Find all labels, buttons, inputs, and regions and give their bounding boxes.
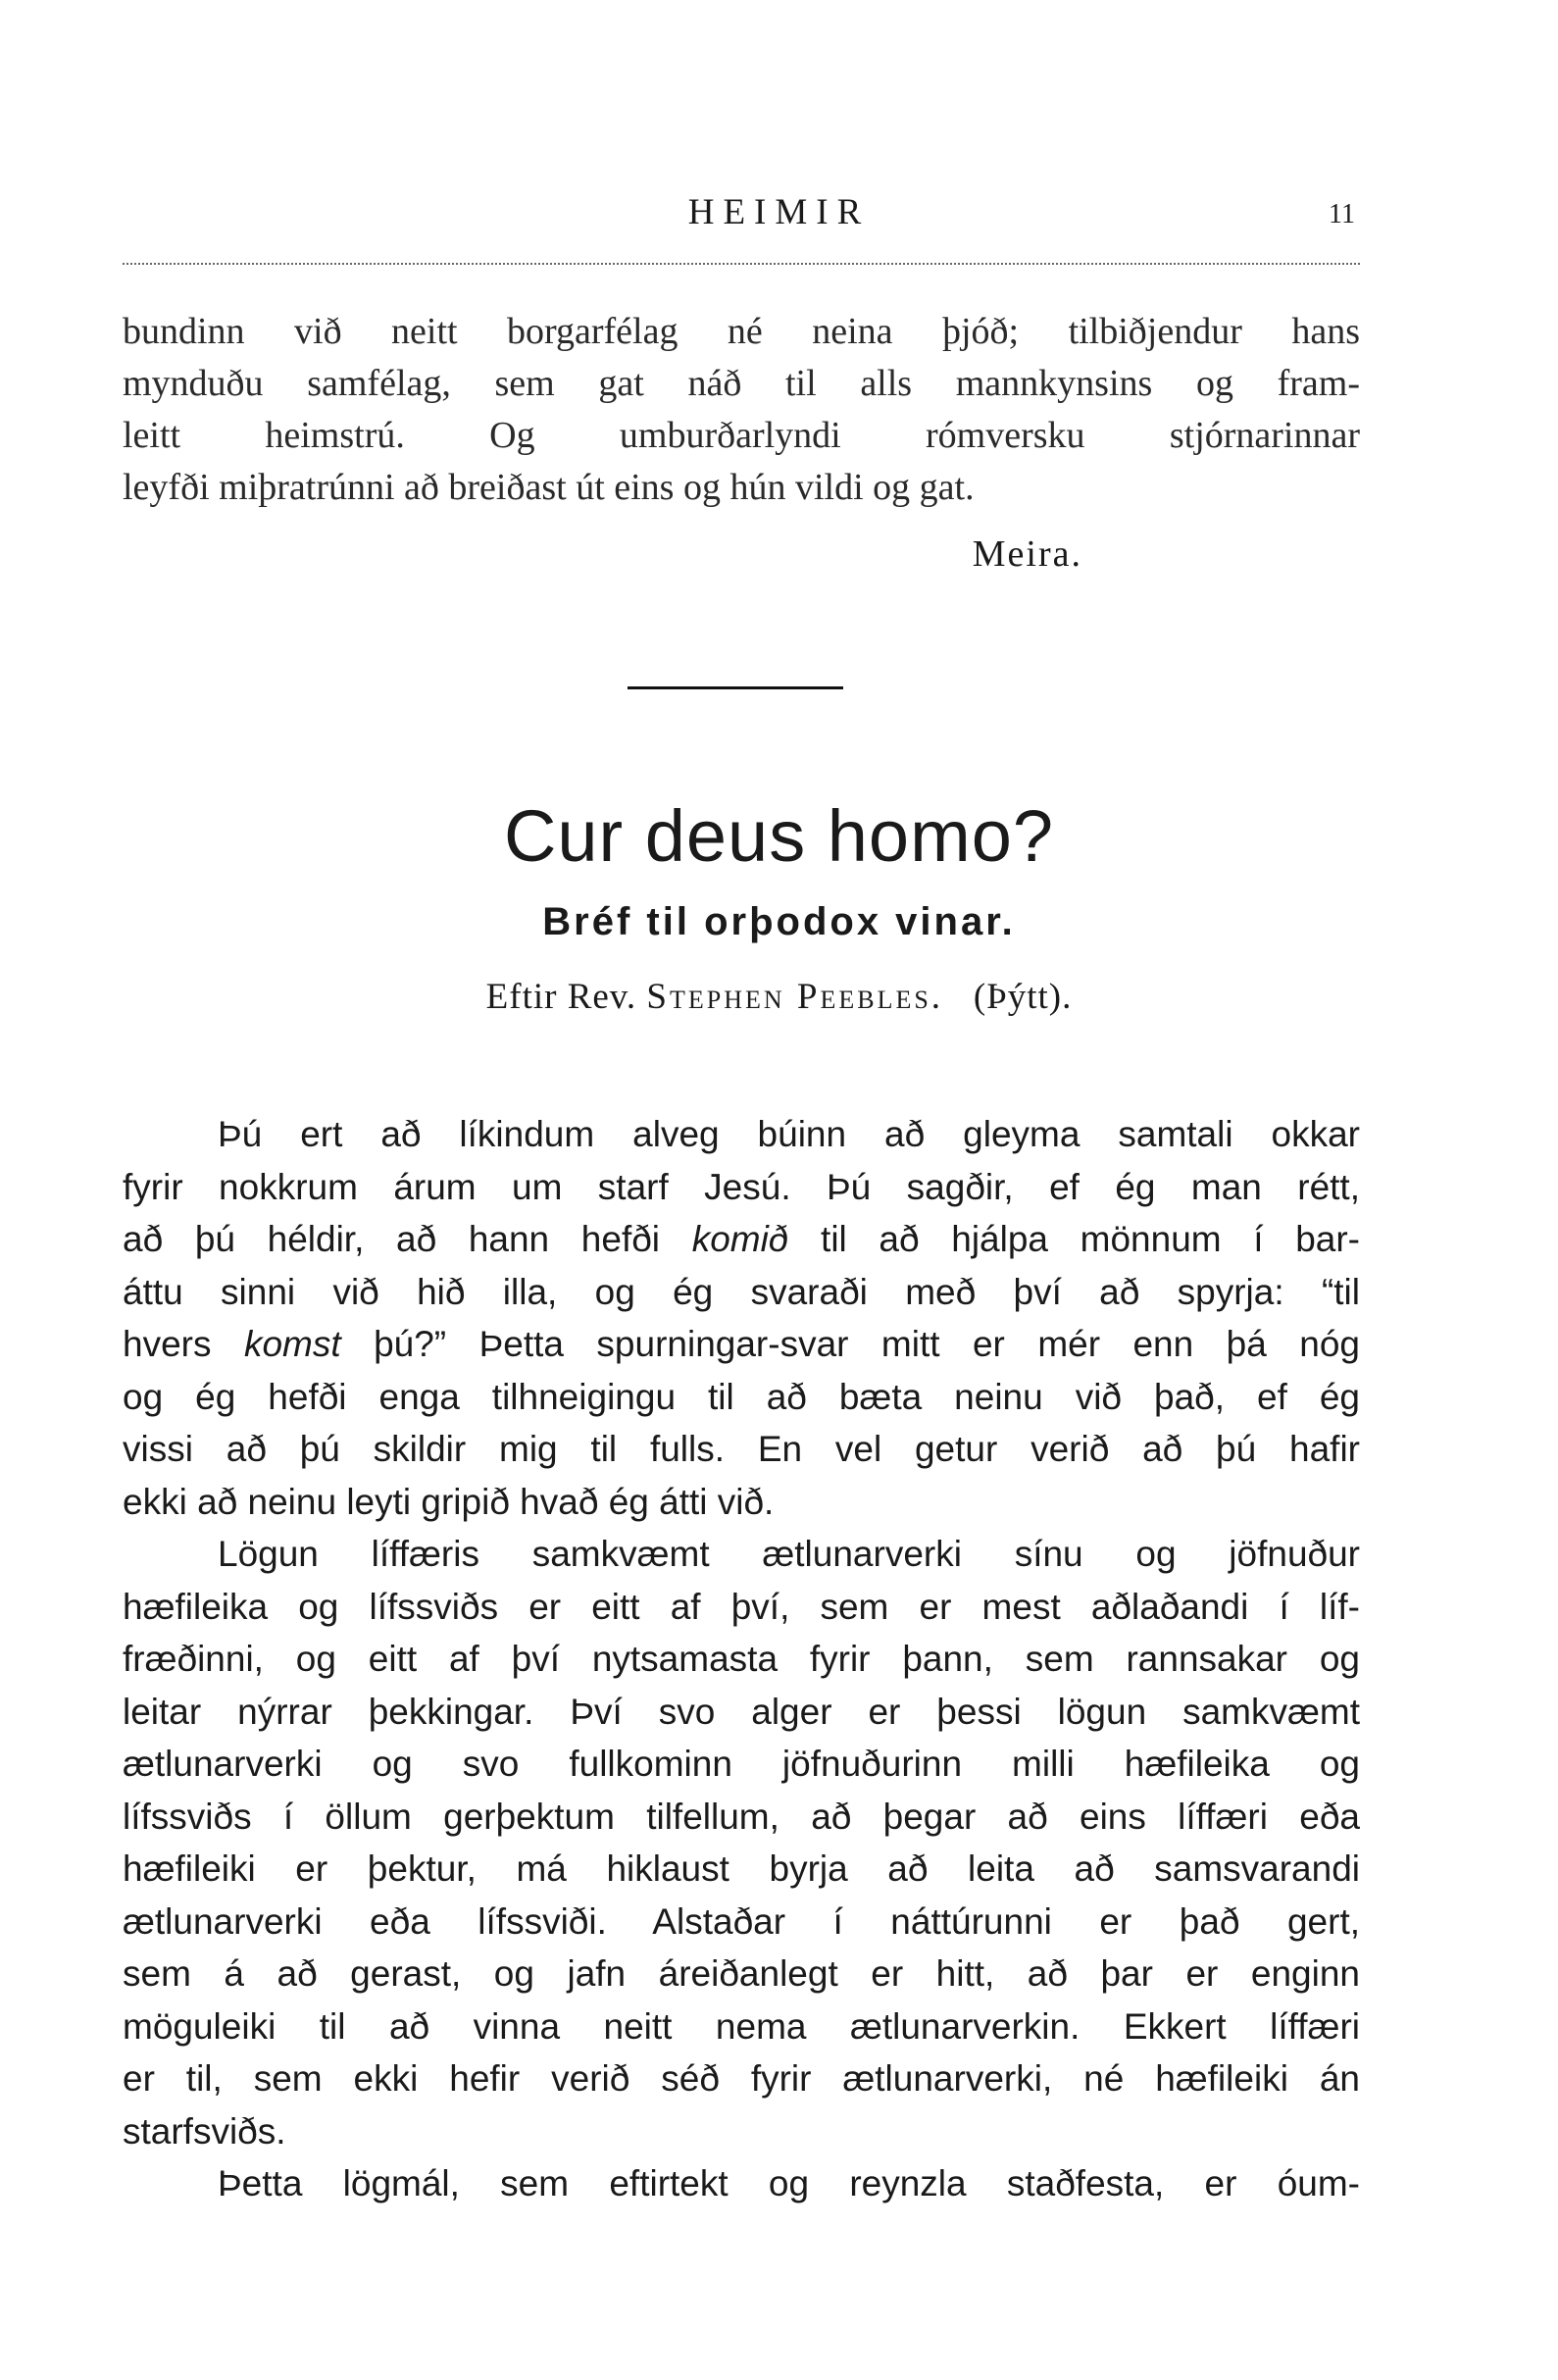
text-line: Þetta lögmál, sem eftirtekt og reynzla staðfesta, er óum-	[218, 2163, 1360, 2203]
byline-suffix: (Þýtt).	[973, 977, 1073, 1017]
header-rule	[123, 263, 1360, 265]
text-line: er til, sem ekki hefir verið séð fyrir ætlunarverki, né hæfileiki án	[123, 2058, 1360, 2099]
byline-prefix: Eftir Rev.	[485, 977, 637, 1017]
text-line: og ég hefði enga tilhneigingu til að bæta neinu við það, ef ég	[123, 1376, 1360, 1417]
page-header	[0, 191, 1558, 240]
italic-word: komst	[243, 1324, 341, 1364]
paragraph-2	[123, 1528, 1360, 2157]
text-line: Þú ert að líkindum alveg búinn að gleyma samtali okkar	[218, 1114, 1360, 1154]
text-line: vissi að þú skildir mig til fulls. En vel getur verið að þú hafir	[123, 1429, 1360, 1469]
text-line: leitar nýrrar þekkingar. Því svo alger er þessi lögun samkvæmt	[123, 1691, 1360, 1732]
text-line: möguleiki til að vinna neitt nema ætlunarverkin. Ekkert líffæri	[123, 2005, 1360, 2047]
text-line: mynduðu samfélag, sem gat náð til alls mannkynsins og fram-	[123, 363, 1360, 404]
byline	[0, 976, 1558, 1018]
continued-paragraph	[123, 306, 1360, 514]
section-divider	[628, 686, 843, 689]
text-line: fræðinni, og eitt af því nytsamasta fyrir þann, sem rannsakar og	[123, 1639, 1360, 1679]
page-number: 11	[1329, 199, 1355, 229]
text-line: leitt heimstrú. Og umburðarlyndi rómversku stjórnarinnar	[123, 415, 1360, 456]
text-line: starfsviðs.	[123, 2110, 286, 2152]
text-line: ekki að neinu leyti gripið hvað ég átti við.	[123, 1481, 775, 1522]
article-title: Cur deus homo?	[503, 795, 1055, 877]
text-line: ætlunarverki og svo fullkominn jöfnuðurinn milli hæfileika og	[123, 1744, 1360, 1784]
continued-signoff: Meira.	[972, 533, 1082, 575]
paragraph-3	[123, 2157, 1360, 2210]
article-body	[123, 1108, 1360, 2210]
italic-word: komið	[691, 1219, 789, 1259]
text-line: hvers komst þú?” Þetta spurningar-svar mitt er mér enn þá nóg	[123, 1324, 1360, 1364]
text-line: hæfileiki er þektur, má hiklaust byrja að leita að samsvarandi	[123, 1848, 1360, 1889]
author-name: Stephen Peebles.	[646, 977, 944, 1017]
text-line: ætlunarverki eða lífssviði. Alstaðar í náttúrunni er það gert,	[123, 1900, 1360, 1942]
text-line: lífssviðs í öllum gerþektum tilfellum, að þegar að eins líffæri eða	[123, 1796, 1360, 1837]
text-line: bundinn við neitt borgarfélag né neina þjóð; tilbiðjendur hans	[123, 311, 1360, 352]
article-subtitle: Bréf til orþodox vinar.	[542, 900, 1016, 943]
paragraph-1	[123, 1108, 1360, 1528]
text-line: hæfileika og lífssviðs er eitt af því, sem er mest aðlaðandi í líf-	[123, 1586, 1360, 1627]
text-line: leyfði miþratrúnni að breiðast út eins og hún vildi og gat.	[123, 467, 975, 508]
running-title: HEIMIR	[687, 192, 871, 232]
text-line: sem á að gerast, og jafn áreiðanlegt er hitt, að þar er enginn	[123, 1953, 1360, 1994]
text-line: að þú héldir, að hann hefði komið til að hjálpa mönnum í bar-	[123, 1219, 1360, 1259]
text-line: áttu sinni við hið illa, og ég svaraði með því að spyrja: “til	[123, 1271, 1360, 1312]
text-line: Lögun líffæris samkvæmt ætlunarverki sínu og jöfnuður	[218, 1534, 1360, 1574]
text-line: fyrir nokkrum árum um starf Jesú. Þú sagðir, ef ég man rétt,	[123, 1166, 1360, 1207]
